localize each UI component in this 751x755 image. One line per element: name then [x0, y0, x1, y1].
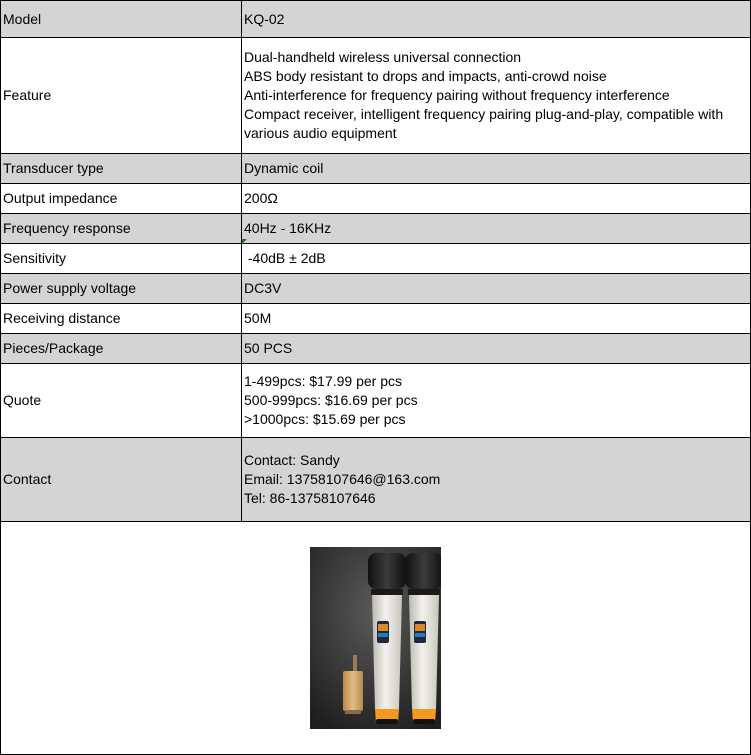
feature-line-4: Compact receiver, intelligent frequency pairing plug-and-play, compatible with various audio equipment: [244, 106, 724, 141]
row-package: [1, 334, 751, 364]
label-sensitivity: Sensitivity: [1, 244, 242, 274]
label-package: Pieces/Package: [1, 334, 242, 364]
row-photo: [1, 522, 751, 755]
row-sensitivity: [1, 244, 751, 274]
row-frequency: [1, 214, 751, 244]
label-distance: Receiving distance: [1, 304, 242, 334]
label-impedance: Output impedance: [1, 184, 242, 214]
contact-phone: Tel: 86-13758107646: [244, 490, 376, 506]
label-voltage: Power supply voltage: [1, 274, 242, 304]
value-contact: [242, 438, 751, 522]
value-sensitivity-cell: [242, 244, 751, 274]
label-contact: Contact: [1, 438, 242, 522]
quote-line-3: >1000pcs: $15.69 per pcs: [244, 411, 406, 427]
value-feature: [242, 38, 751, 154]
photo-cell: [1, 522, 751, 755]
row-transducer: [1, 154, 751, 184]
row-feature: [1, 38, 751, 154]
row-quote: [1, 364, 751, 438]
comment-marker: [242, 239, 247, 244]
value-sensitivity: -40dB ± 2dB: [244, 250, 326, 266]
value-model: KQ-02: [242, 1, 751, 38]
value-distance: 50M: [242, 304, 751, 334]
row-impedance: [1, 184, 751, 214]
label-quote: Quote: [1, 364, 242, 438]
quote-line-1: 1-499pcs: $17.99 per pcs: [244, 373, 402, 389]
label-model: Model: [1, 1, 242, 38]
feature-line-3: Anti-interference for frequency pairing without frequency interference: [244, 87, 670, 103]
quote-line-2: 500-999pcs: $16.69 per pcs: [244, 392, 418, 408]
label-feature: Feature: [1, 38, 242, 154]
feature-line-1: Dual-handheld wireless universal connection: [244, 49, 522, 65]
value-package: 50 PCS: [242, 334, 751, 364]
row-distance: [1, 304, 751, 334]
value-quote: [242, 364, 751, 438]
value-impedance: 200Ω: [242, 184, 751, 214]
row-contact: [1, 438, 751, 522]
value-voltage: DC3V: [242, 274, 751, 304]
product-photo: [310, 547, 441, 729]
row-model: [1, 1, 751, 38]
feature-line-2: ABS body resistant to drops and impacts, anti-crowd noise: [244, 68, 607, 84]
value-transducer: Dynamic coil: [242, 154, 751, 184]
contact-email: Email: 13758107646@163.com: [244, 471, 441, 487]
contact-name: Contact: Sandy: [244, 452, 340, 468]
value-frequency: 40Hz - 16KHz: [242, 214, 751, 244]
row-voltage: [1, 274, 751, 304]
label-transducer: Transducer type: [1, 154, 242, 184]
label-frequency: Frequency response: [1, 214, 242, 244]
